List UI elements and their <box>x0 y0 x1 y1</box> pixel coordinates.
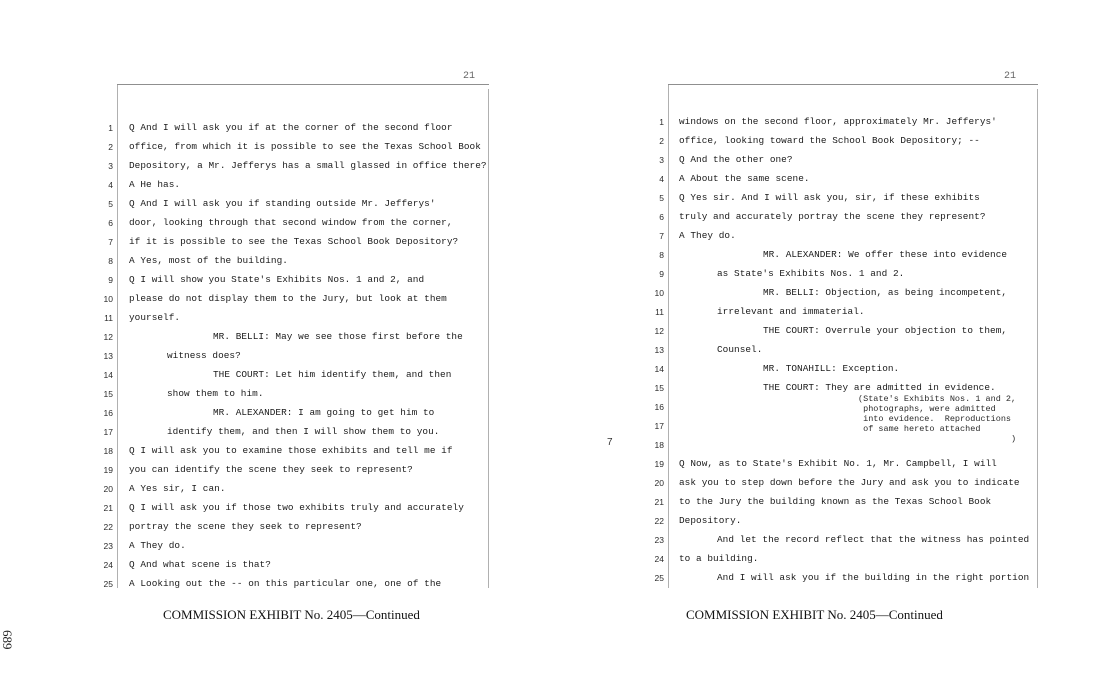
transcript-line: truly and accurately portray the scene they represent? <box>679 211 986 222</box>
transcript-line: if it is possible to see the Texas School Book Depository? <box>129 236 459 247</box>
line-number-column <box>101 119 113 594</box>
transcript-line: THE COURT: They are admitted in evidence. <box>763 382 996 393</box>
transcript-line: irrelevant and immaterial. <box>717 306 865 317</box>
line-number: 14 <box>103 370 113 380</box>
line-number: 9 <box>108 275 113 285</box>
transcript-line: MR. TONAHILL: Exception. <box>763 363 900 374</box>
line-number: 2 <box>659 136 664 146</box>
transcript-line: A They do. <box>129 540 186 551</box>
line-number: 4 <box>659 174 664 184</box>
transcript-line: MR. BELLI: May we see those first before the <box>213 331 463 342</box>
line-number: 5 <box>659 193 664 203</box>
transcript-text <box>129 118 499 593</box>
line-number: 11 <box>655 307 664 317</box>
transcript-line: to a building. <box>679 553 759 564</box>
transcript-line: MR. ALEXANDER: We offer these into evidence <box>763 249 1008 260</box>
line-number: 13 <box>654 345 664 355</box>
transcript-line: Q Yes sir. And I will ask you, sir, if these exhibits <box>679 192 980 203</box>
line-number: 25 <box>654 573 664 583</box>
transcript-line: Q And I will ask you if standing outside Mr. Jefferys' <box>129 198 436 209</box>
transcript-line: show them to him. <box>167 388 264 399</box>
line-number: 12 <box>103 332 113 342</box>
exhibit-caption: COMMISSION EXHIBIT No. 2405—Continued <box>163 607 420 622</box>
transcript-line: to the Jury the building known as the Texas School Book <box>679 496 992 507</box>
line-number: 7 <box>108 237 113 247</box>
transcript-line: yourself. <box>129 312 181 323</box>
line-number: 1 <box>659 117 664 127</box>
left-margin-rule <box>117 85 118 588</box>
transcript-line: A They do. <box>679 230 736 241</box>
line-number: 4 <box>108 180 113 190</box>
transcript-line: as State's Exhibits Nos. 1 and 2. <box>717 268 905 279</box>
line-number: 6 <box>108 218 113 228</box>
line-number: 2 <box>108 142 113 152</box>
page-number: 21 <box>1003 71 1016 82</box>
transcript-line: portray the scene they seek to represent? <box>129 521 362 532</box>
transcript-line: identify them, and then I will show them to you. <box>167 426 440 437</box>
line-number: 25 <box>103 579 113 589</box>
transcript-line: windows on the second floor, approximately Mr. Jefferys' <box>679 116 997 127</box>
right-transcript-page <box>654 71 1038 588</box>
transcript-text <box>679 112 1038 587</box>
volume-page-number: 689 <box>0 630 15 650</box>
line-number: 17 <box>654 421 664 431</box>
transcript-line: Q And the other one? <box>679 154 793 165</box>
gutter-mark: 7 <box>607 437 613 448</box>
transcript-line: witness does? <box>167 350 241 361</box>
transcript-line: THE COURT: Let him identify them, and then <box>213 369 452 380</box>
transcript-line: A He has. <box>129 179 181 190</box>
transcript-line: Counsel. <box>717 344 763 355</box>
line-number: 23 <box>654 535 664 545</box>
line-number: 20 <box>103 484 113 494</box>
line-number: 18 <box>103 446 113 456</box>
transcript-line: ask you to step down before the Jury and ask you to indicate <box>679 477 1020 488</box>
transcript-line: A Yes, most of the building. <box>129 255 288 266</box>
line-number: 16 <box>654 402 664 412</box>
line-number: 14 <box>654 364 664 374</box>
line-number: 17 <box>103 427 113 437</box>
line-number: 8 <box>108 256 113 266</box>
line-number: 10 <box>103 294 113 304</box>
line-number: 18 <box>654 440 664 450</box>
line-number: 22 <box>654 516 664 526</box>
transcript-line: Q I will show you State's Exhibits Nos. 1 and 2, and <box>129 274 425 285</box>
line-number: 6 <box>659 212 664 222</box>
line-number-column <box>652 113 664 588</box>
line-number: 12 <box>654 326 664 336</box>
transcript-line: And let the record reflect that the witness has pointed <box>717 534 1030 545</box>
line-number: 23 <box>103 541 113 551</box>
transcript-line: THE COURT: Overrule your objection to them, <box>763 325 1008 336</box>
line-number: 13 <box>103 351 113 361</box>
transcript-line: office, from which it is possible to see the Texas School Book <box>129 141 481 152</box>
line-number: 11 <box>104 313 113 323</box>
line-number: 7 <box>659 231 664 241</box>
line-number: 16 <box>103 408 113 418</box>
transcript-line: Depository. <box>679 515 742 526</box>
transcript-line: And I will ask you if the building in the right portion <box>717 572 1030 583</box>
transcript-line: please do not display them to the Jury, but look at them <box>129 293 447 304</box>
exhibit-admission-note: (State's Exhibits Nos. 1 and 2, photographs, were admitted into evidence. Reproductions of same hereto attached ) <box>858 394 1017 444</box>
line-number: 21 <box>103 503 113 513</box>
line-number: 9 <box>659 269 664 279</box>
line-number: 19 <box>103 465 113 475</box>
line-number: 24 <box>654 554 664 564</box>
transcript-line: Depository, a Mr. Jefferys has a small glassed in office there? <box>129 160 487 171</box>
line-number: 8 <box>659 250 664 260</box>
line-number: 15 <box>103 389 113 399</box>
transcript-line: A Looking out the -- on this particular one, one of the <box>129 578 442 589</box>
line-number: 3 <box>659 155 664 165</box>
line-number: 20 <box>654 478 664 488</box>
transcript-line: door, looking through that second window from the corner, <box>129 217 453 228</box>
left-transcript-page <box>103 71 489 589</box>
left-margin-rule <box>668 85 669 588</box>
transcript-line: Q Now, as to State's Exhibit No. 1, Mr. Campbell, I will <box>679 458 997 469</box>
transcript-line: Q And what scene is that? <box>129 559 271 570</box>
transcript-line: office, looking toward the School Book Depository; -- <box>679 135 980 146</box>
transcript-line: MR. BELLI: Objection, as being incompetent, <box>763 287 1008 298</box>
line-number: 1 <box>108 123 113 133</box>
exhibit-caption: COMMISSION EXHIBIT No. 2405—Continued <box>686 607 943 622</box>
line-number: 10 <box>654 288 664 298</box>
transcript-line: you can identify the scene they seek to represent? <box>129 464 413 475</box>
transcript-line: MR. ALEXANDER: I am going to get him to <box>213 407 435 418</box>
line-number: 21 <box>654 497 664 507</box>
line-number: 24 <box>103 560 113 570</box>
line-number: 19 <box>654 459 664 469</box>
transcript-line: A Yes sir, I can. <box>129 483 226 494</box>
transcript-line: Q I will ask you if those two exhibits truly and accurately <box>129 502 464 513</box>
line-number: 22 <box>103 522 113 532</box>
transcript-line: Q And I will ask you if at the corner of the second floor <box>129 122 453 133</box>
transcript-line: Q I will ask you to examine those exhibits and tell me if <box>129 445 453 456</box>
page-number: 21 <box>462 71 475 82</box>
transcript-line: A About the same scene. <box>679 173 810 184</box>
line-number: 5 <box>108 199 113 209</box>
line-number: 15 <box>654 383 664 393</box>
line-number: 3 <box>108 161 113 171</box>
